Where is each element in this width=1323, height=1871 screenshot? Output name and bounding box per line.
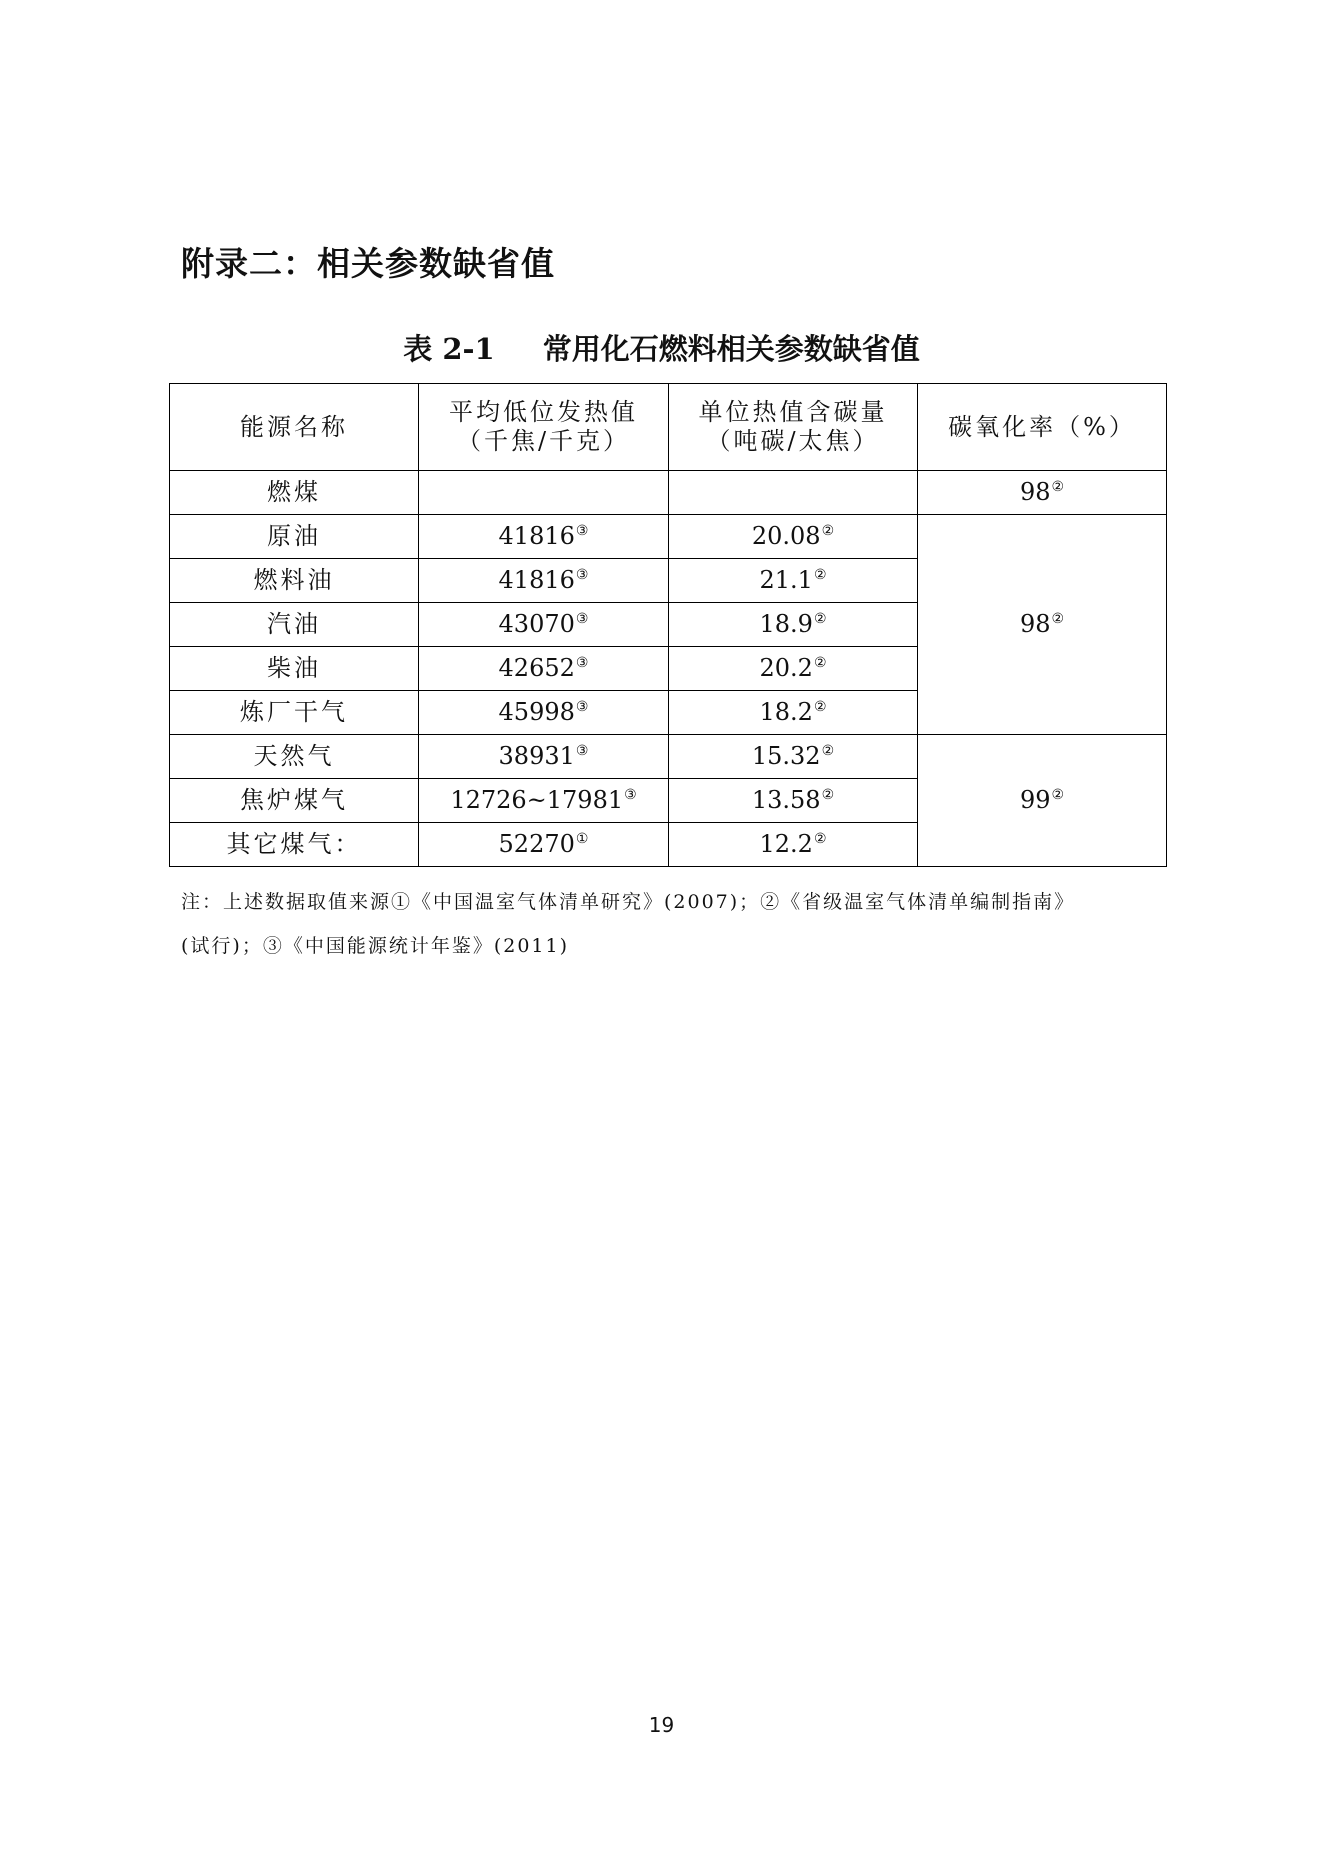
heat-value: 41816 — [498, 566, 575, 595]
heat-value-source-ref: ① — [575, 831, 589, 848]
carbon-content-cell — [669, 471, 918, 515]
heat-value-source-ref: ③ — [624, 787, 637, 804]
carbon-content-cell — [669, 647, 918, 691]
heat-value: 52270 — [498, 830, 575, 859]
table-row — [170, 515, 1167, 559]
carbon-content-cell — [669, 603, 918, 647]
table-row — [170, 471, 1167, 515]
energy-name-cell: 柴油 — [170, 647, 419, 691]
carbon-content-value: 18.9 — [759, 610, 813, 639]
table-header-row — [170, 384, 1167, 471]
table-title: 常用化石燃料相关参数缺省值 — [542, 332, 920, 366]
oxidation-rate-source-ref: ② — [1051, 787, 1065, 804]
carbon-content-value: 20.08 — [751, 522, 821, 551]
heat-value-cell — [419, 559, 669, 603]
energy-name-cell: 天然气 — [170, 735, 419, 779]
table-number: 表 2-1 — [403, 332, 495, 366]
carbon-content-source-ref: ② — [813, 831, 827, 848]
heat-value-source-ref: ③ — [575, 523, 589, 540]
heat-value-cell — [419, 515, 669, 559]
heat-value: 12726~17981 — [450, 786, 624, 815]
carbon-content-value: 21.1 — [759, 566, 813, 595]
energy-name-cell: 汽油 — [170, 603, 419, 647]
header-heat-value — [419, 384, 669, 471]
carbon-content-cell — [669, 823, 918, 867]
footnote-line: (试行)；③《中国能源统计年鉴》(2011) — [181, 935, 570, 957]
heat-value: 42652 — [498, 654, 575, 683]
header-oxidation-rate: 碳氧化率（%） — [918, 384, 1167, 471]
carbon-content-source-ref: ② — [821, 523, 835, 540]
footnote-line: 注：上述数据取值来源①《中国温室气体清单研究》(2007)；②《省级温室气体清单编制指南》 — [181, 891, 1076, 913]
carbon-content-source-ref: ② — [813, 567, 827, 584]
header-carbon-content-unit: （吨碳/太焦） — [706, 427, 880, 455]
oxidation-rate-value: 98 — [1019, 478, 1051, 507]
heat-value-cell — [419, 647, 669, 691]
appendix-heading: 附录二：相关参数缺省值 — [181, 244, 555, 283]
header-energy-name: 能源名称 — [170, 384, 419, 471]
heat-value-cell — [419, 471, 669, 515]
carbon-content-cell — [669, 735, 918, 779]
carbon-content-source-ref: ② — [821, 743, 835, 760]
oxidation-rate-cell — [918, 735, 1167, 867]
heat-value: 41816 — [498, 522, 575, 551]
heat-value-cell — [419, 823, 669, 867]
heat-value-cell — [419, 779, 669, 823]
carbon-content-value: 12.2 — [759, 830, 813, 859]
energy-name-cell: 其它煤气： — [170, 823, 419, 867]
header-carbon-content — [669, 384, 918, 471]
carbon-content-source-ref: ② — [821, 787, 835, 804]
header-heat-value-title: 平均低位发热值 — [449, 398, 638, 427]
energy-name-cell: 燃煤 — [170, 471, 419, 515]
carbon-content-value: 13.58 — [751, 786, 821, 815]
carbon-content-value: 20.2 — [759, 654, 813, 683]
carbon-content-source-ref: ② — [813, 611, 827, 628]
heat-value-cell — [419, 691, 669, 735]
heat-value-source-ref: ③ — [575, 567, 589, 584]
heat-value-source-ref: ③ — [575, 611, 589, 628]
table-footnote — [181, 880, 1141, 968]
carbon-content-source-ref: ② — [813, 655, 827, 672]
heat-value-source-ref: ③ — [575, 655, 589, 672]
header-heat-value-unit: （千焦/千克） — [456, 427, 631, 455]
fuel-parameters-table — [169, 383, 1167, 867]
heat-value-source-ref: ③ — [575, 743, 589, 760]
table-caption — [0, 327, 1323, 368]
carbon-content-cell — [669, 691, 918, 735]
carbon-content-value: 18.2 — [759, 698, 813, 727]
heat-value-cell — [419, 735, 669, 779]
oxidation-rate-cell — [918, 515, 1167, 735]
oxidation-rate-value: 99 — [1019, 786, 1051, 815]
energy-name-cell: 燃料油 — [170, 559, 419, 603]
carbon-content-cell — [669, 779, 918, 823]
carbon-content-cell — [669, 559, 918, 603]
heat-value: 38931 — [498, 742, 575, 771]
carbon-content-source-ref: ② — [813, 699, 827, 716]
energy-name-cell: 炼厂干气 — [170, 691, 419, 735]
heat-value-source-ref: ③ — [575, 699, 589, 716]
oxidation-rate-value: 98 — [1019, 610, 1051, 639]
oxidation-rate-source-ref: ② — [1051, 479, 1065, 496]
heat-value: 43070 — [498, 610, 575, 639]
header-carbon-content-title: 单位热值含碳量 — [698, 398, 888, 427]
table-row — [170, 735, 1167, 779]
oxidation-rate-cell — [918, 471, 1167, 515]
heat-value-cell — [419, 603, 669, 647]
carbon-content-cell — [669, 515, 918, 559]
page-number: 19 — [648, 1713, 675, 1737]
energy-name-cell: 焦炉煤气 — [170, 779, 419, 823]
heat-value: 45998 — [498, 698, 575, 727]
oxidation-rate-source-ref: ② — [1051, 611, 1065, 628]
carbon-content-value: 15.32 — [751, 742, 821, 771]
energy-name-cell: 原油 — [170, 515, 419, 559]
